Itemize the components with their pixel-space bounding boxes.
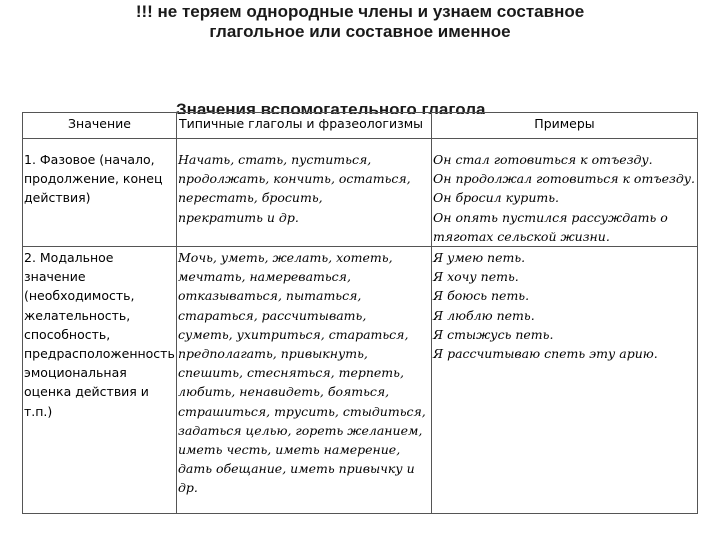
table-header-row	[23, 113, 698, 139]
cell-line: дать обещание, иметь привычку и	[178, 461, 415, 477]
auxiliary-verb-table	[22, 112, 698, 514]
cell-line: мечтать, намереваться,	[178, 269, 351, 285]
cell-verbs	[177, 247, 432, 514]
cell-line: 2. Модальное	[24, 250, 114, 266]
cell-line: желательность,	[24, 307, 131, 323]
cell-line: Он продолжал готовиться к отъезду.	[433, 171, 695, 187]
cell-examples	[432, 247, 698, 514]
slide-title-line-2: глагольное или составное именное	[209, 22, 511, 41]
cell-line: тяготах сельской жизни.	[433, 228, 610, 244]
cell-line: любить, ненавидеть, бояться,	[178, 384, 390, 400]
cell-line: Я боюсь петь.	[433, 288, 530, 304]
cell-line: спешить, стесняться, терпеть,	[178, 365, 404, 381]
cell-verbs	[177, 139, 432, 247]
cell-line: страшиться, трусить, стыдиться,	[178, 403, 426, 419]
cell-meaning	[23, 139, 177, 247]
cell-line: иметь честь, иметь намерение,	[178, 442, 401, 458]
cell-line: Я люблю петь.	[433, 307, 535, 323]
header-examples: Примеры	[432, 113, 698, 139]
cell-line: Я хочу петь.	[433, 269, 519, 285]
cell-line: Я стыжусь петь.	[433, 326, 554, 342]
slide-title	[0, 2, 720, 42]
cell-line: эмоциональная	[24, 365, 127, 381]
table-row	[23, 247, 698, 514]
cell-line: Он опять пустился рассуждать о	[433, 209, 668, 225]
cell-line: Он стал готовиться к отъезду.	[433, 152, 653, 167]
cell-line: др.	[178, 480, 198, 496]
cell-examples	[432, 139, 698, 247]
cell-line: действия)	[24, 190, 91, 206]
cell-line: Начать, стать, пуститься,	[178, 152, 372, 167]
cell-line: (необходимость,	[24, 288, 135, 304]
header-typical-verbs: Типичные глаголы и фразеологизмы	[177, 113, 432, 139]
cell-line: суметь, ухитриться, стараться,	[178, 326, 409, 342]
cell-line: способность,	[24, 326, 111, 342]
cell-line: стараться, рассчитывать,	[178, 307, 367, 323]
cell-line: т.п.)	[24, 403, 53, 419]
cell-line: Мочь, уметь, желать, хотеть,	[178, 250, 393, 266]
cell-line: предполагать, привыкнуть,	[178, 346, 368, 362]
cell-line: продолжение, конец	[24, 171, 163, 187]
cell-line: перестать, бросить,	[178, 190, 323, 206]
cell-line: прекратить и др.	[178, 209, 299, 225]
cell-meaning	[23, 247, 177, 514]
cell-line: 1. Фазовое (начало,	[24, 152, 155, 167]
cell-line: задаться целью, гореть желанием,	[178, 422, 423, 438]
cell-line: предрасположенность	[24, 346, 175, 362]
cell-line: Я умею петь.	[433, 250, 526, 266]
cell-line: отказываться, пытаться,	[178, 288, 362, 304]
cell-line: продолжать, кончить, остаться,	[178, 171, 411, 187]
cell-line: Он бросил курить.	[433, 190, 559, 206]
table-caption-overlapped: Значения вспомогательного глагола	[176, 100, 486, 114]
table-row	[23, 139, 698, 247]
slide-title-line-1: !!! не теряем однородные члены и узнаем составное	[135, 2, 585, 21]
header-meaning: Значение	[23, 113, 177, 139]
cell-line: Я рассчитываю спеть эту арию.	[433, 346, 658, 362]
cell-line: оценка действия и	[24, 384, 149, 400]
cell-line: значение	[24, 269, 86, 285]
